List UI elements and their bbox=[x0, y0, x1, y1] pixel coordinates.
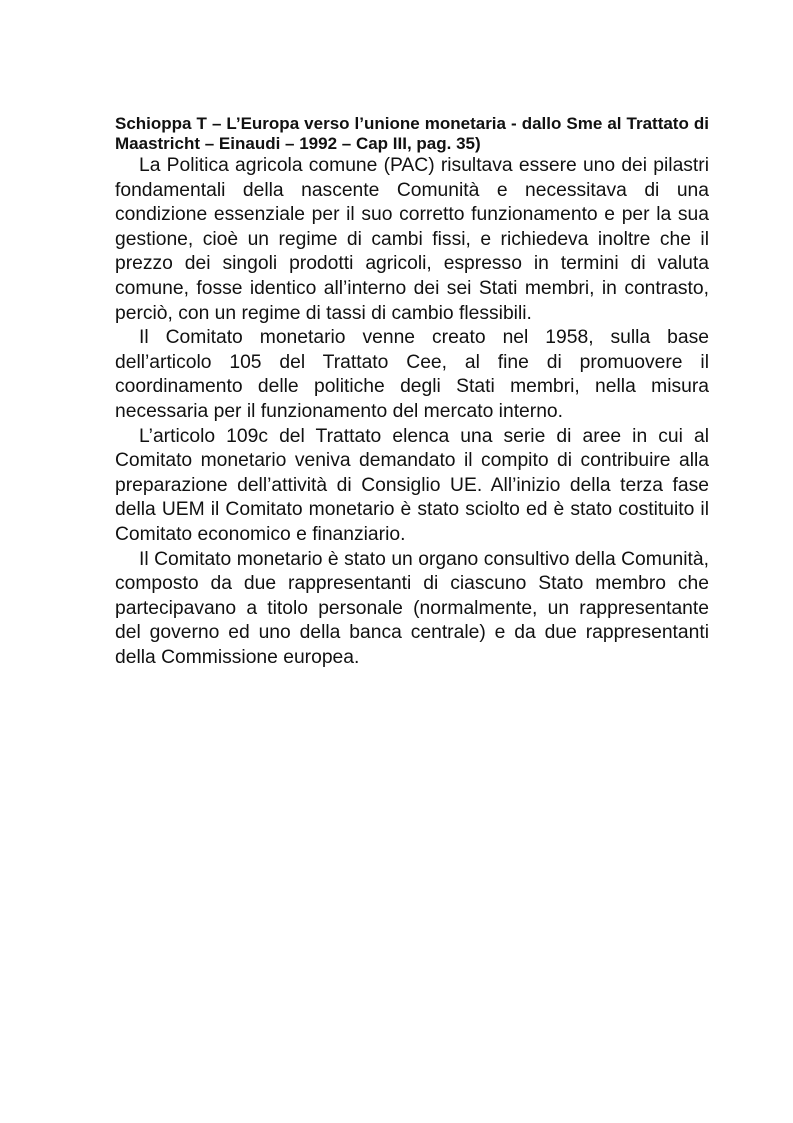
citation-heading: Schioppa T – L’Europa verso l’unione monetaria - dallo Sme al Trattato di Maastricht – Einaudi – 1992 – Cap III, pag. 35) bbox=[115, 114, 709, 153]
paragraph-comitato-creazione: Il Comitato monetario venne creato nel 1958, sulla base dell’articolo 105 del Trattato Cee, al fine di promuovere il coordinamento delle politiche degli Stati membri, nella misura necessaria per il funzionamento del mercato interno. bbox=[115, 327, 709, 422]
paragraph-pac: La Politica agricola comune (PAC) risultava essere uno dei pilastri fondamentali della nascente Comunità e necessitava di una condizione essenziale per il suo corretto funzionamento e per la sua gestione, cioè un regime di cambi fissi, e richiedeva inoltre che il prezzo dei singoli prodotti agricoli, espresso in termini di valuta comune, fosse identico all’interno dei sei Stati membri, in contrasto, perciò, con un regime di tassi di cambio flessibili. bbox=[115, 155, 709, 324]
paragraph-organo-consultivo: Il Comitato monetario è stato un organo consultivo della Comunità, composto da due rappresentanti di ciascuno Stato membro che partecipavano a titolo personale (normalmente, un rappresentante del governo ed uno della banca centrale) e da due rappresentanti della Commissione europea. bbox=[115, 548, 709, 668]
document-body bbox=[115, 114, 709, 670]
paragraph-articolo-109c: L’articolo 109c del Trattato elenca una serie di aree in cui al Comitato monetario veniva demandato il compito di contribuire alla preparazione dell’attività di Consiglio UE. All’inizio della terza fase della UEM il Comitato monetario è stato sciolto ed è stato costituito il Comitato economico e finanziario. bbox=[115, 425, 709, 545]
